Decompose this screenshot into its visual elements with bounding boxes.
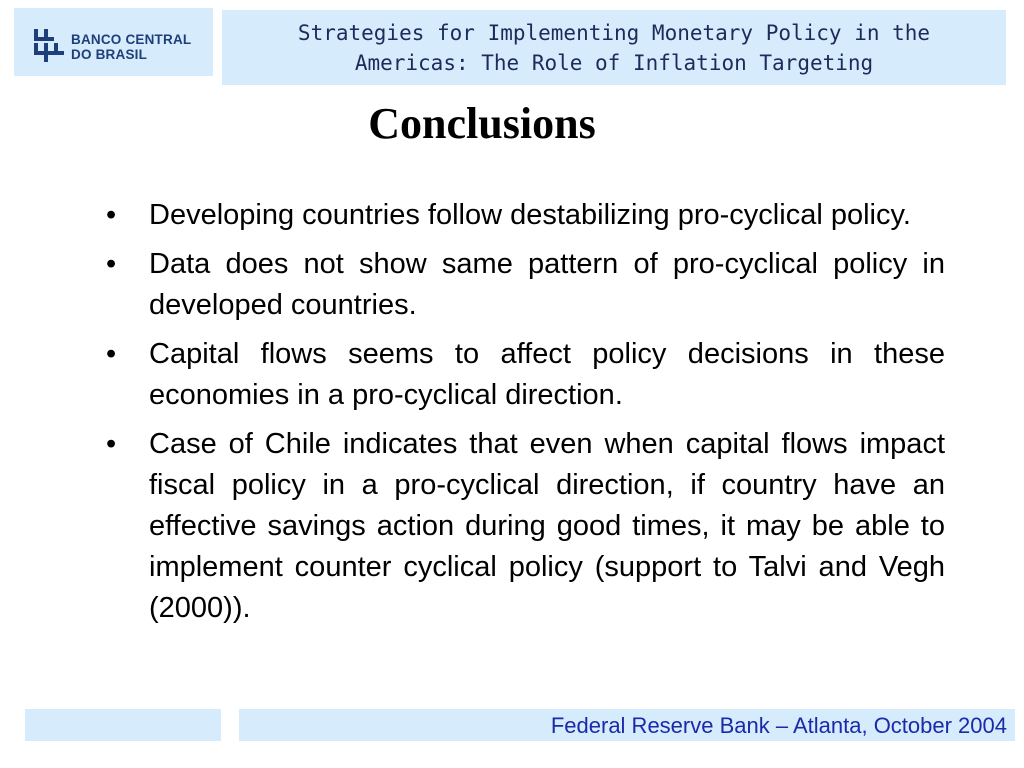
bullet-marker: • <box>106 428 117 460</box>
bullet-marker: • <box>106 199 117 231</box>
bullet-text: Capital flows seems to affect policy decisions in these economies in a pro-cyclical direction. <box>149 338 945 411</box>
bullet-item <box>100 334 945 416</box>
logo-panel <box>14 8 213 76</box>
logo-line-2: DO BRASIL <box>71 47 148 62</box>
header-banner <box>222 10 1006 85</box>
bullet-item <box>100 424 945 629</box>
bullet-text: Developing countries follow destabilizing pro-cyclical policy. <box>149 199 911 231</box>
bullet-list <box>100 195 945 637</box>
slide-title: Conclusions <box>368 99 596 148</box>
bullet-item <box>100 244 945 326</box>
bullet-marker: • <box>106 338 117 370</box>
header-title-line-1: Strategies for Implementing Monetary Policy in the <box>297 20 931 45</box>
bullet-marker: • <box>106 248 117 280</box>
banco-central-emblem-icon <box>32 28 66 62</box>
header-title-line-2: Americas: The Role of Inflation Targeting <box>354 50 874 75</box>
footer-left-panel <box>25 709 221 741</box>
bullet-item <box>100 195 945 236</box>
bullet-text: Case of Chile indicates that even when capital flows impact fiscal policy in a pro-cyclical direction, if country have an effective savings action during good times, it may be able to implement counter cyclical policy (support to Talvi and Vegh (2000)). <box>149 428 945 624</box>
footer-right-panel <box>239 709 1015 741</box>
bullet-text: Data does not show same pattern of pro-cyclical policy in developed countries. <box>149 248 945 321</box>
footer-text: Federal Reserve Bank – Atlanta, October 2004 <box>550 713 1007 738</box>
logo-line-1: BANCO CENTRAL <box>71 32 192 47</box>
logo-wordmark <box>71 32 191 62</box>
